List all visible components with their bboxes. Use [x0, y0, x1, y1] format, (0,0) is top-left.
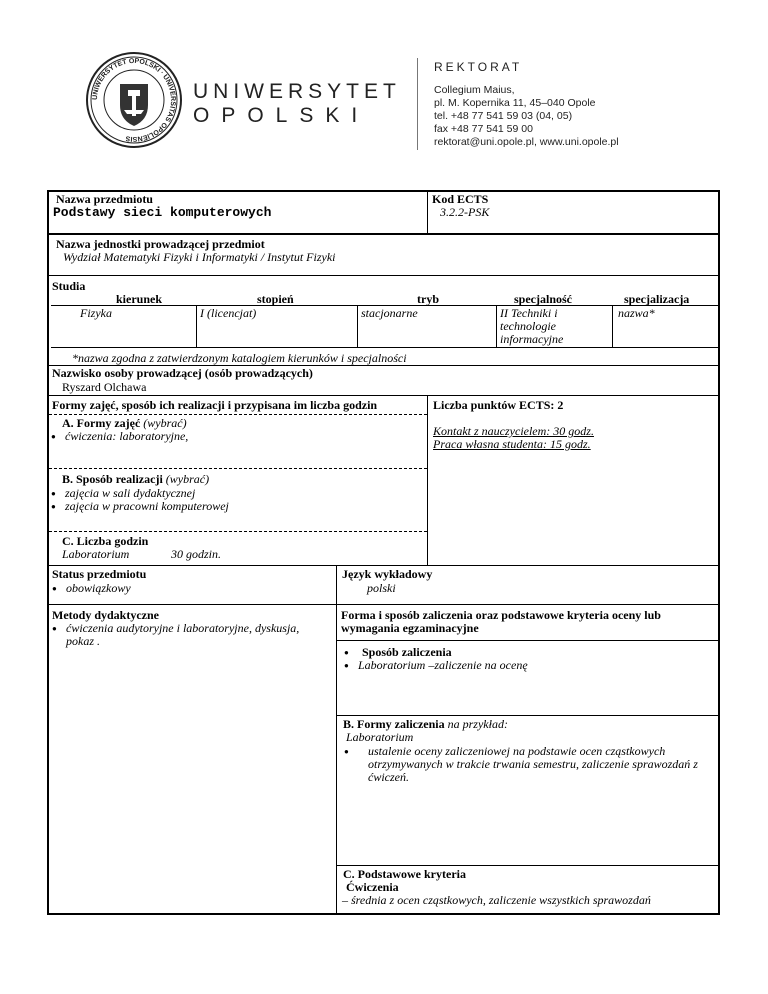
university-seal [84, 50, 184, 150]
assessment-a-list [344, 646, 528, 672]
studies-header-tryb: tryb [417, 292, 439, 306]
language-label: Język wykładowy [342, 567, 433, 581]
ects-code-value: 3.2.2-PSK [440, 205, 490, 219]
methods-list [52, 622, 328, 648]
list-item: ● ustalenie oceny zaliczeniowej na podstawie ocen cząstkowych otrzymywanych w trakcie trwania semestru, zaliczenie sprawozdań z ćwiczeń. [344, 745, 714, 784]
assessment-c-text: – średnia z ocen cząstkowych, zaliczenie wszystkich sprawozdań [342, 893, 651, 907]
list-item: ● zajęcia w pracowni komputerowej [51, 500, 229, 513]
assessment-b-sub: Laboratorium [346, 730, 414, 744]
list-item: ● zajęcia w sali dydaktycznej [51, 487, 229, 500]
address-line: fax +48 77 541 59 00 [434, 123, 533, 135]
assessment-c-sub: Ćwiczenia [346, 880, 399, 894]
studies-value-kierunek: Fizyka [80, 306, 112, 320]
studies-header-specjalizacja: specjalizacja [624, 292, 690, 306]
address-line: tel. +48 77 541 59 03 (04, 05) [434, 110, 573, 122]
forms-c-label: C. Liczba godzin [62, 534, 149, 548]
forms-c-hours: 30 godzin. [171, 547, 222, 561]
assessment-c-label: C. Podstawowe kryteria [343, 867, 466, 881]
rektorat-block [434, 60, 619, 149]
lecturer-label: Nazwisko osoby prowadzącej (osób prowadzących) [52, 366, 313, 380]
assessment-b-list [344, 745, 714, 784]
studies-label: Studia [52, 279, 86, 293]
forms-b-hint: (wybrać) [165, 472, 210, 486]
letterhead [0, 0, 768, 160]
address-line: pl. M. Kopernika 11, 45–040 Opole [434, 97, 596, 109]
forms-b-heading [62, 473, 209, 486]
list-item: ● ćwiczenia audytoryjne i laboratoryjne, dyskusja, pokaz . [52, 622, 328, 648]
studies-value-stopien: I (licencjat) [200, 306, 257, 320]
unit-label: Nazwa jednostki prowadzącej przedmiot [56, 237, 265, 251]
list-item: ● obowiązkowy [52, 582, 131, 595]
list-item: ● ćwiczenia: laboratoryjne, [51, 430, 188, 443]
assessment-a-heading: Sposób zaliczenia [362, 645, 452, 659]
studies-header-stopien: stopień [257, 292, 294, 306]
course-name-label: Nazwa przedmiotu [56, 192, 153, 206]
studies-value-tryb: stacjonarne [361, 306, 418, 320]
forms-b-list [51, 487, 229, 513]
rektorat-title: REKTORAT [434, 60, 523, 74]
ects-points-label: Liczba punktów ECTS: 2 [433, 398, 564, 412]
list-item: ● Laboratorium –zaliczenie na ocenę [344, 659, 528, 672]
forms-c-type: Laboratorium [62, 547, 130, 561]
course-name-value: Podstawy sieci komputerowych [53, 205, 272, 220]
uni-line-2: OPOLSKI [193, 104, 370, 127]
methods-label: Metody dydaktyczne [52, 608, 159, 622]
unit-value: Wydział Matematyki Fizyki i Informatyki / Instytut Fizyki [63, 250, 336, 264]
forms-a-label: A. Formy zajęć [62, 416, 141, 430]
language-value: polski [367, 581, 396, 595]
university-name [193, 80, 401, 128]
studies-value-specjalnosc: II Techniki i technologie informacyjne [500, 306, 564, 346]
address-line: rektorat@uni.opole.pl, www.uni.opole.pl [434, 136, 619, 148]
forms-b-label: B. Sposób realizacji [62, 472, 163, 486]
seal-text: UNIWERSYTET OPOLSKI · UNIVERSITAS OPOLIENSIS [91, 57, 177, 143]
forms-label: Formy zajęć, sposób ich realizacji i przypisana im liczba godzin [52, 398, 378, 412]
uni-line-1: UNIWERSYTET [193, 80, 401, 103]
status-label: Status przedmiotu [52, 567, 147, 581]
header-divider [417, 58, 418, 150]
assessment-b-label: B. Formy zaliczenia [343, 717, 445, 731]
ects-self-study-hours: Praca własna studenta: 15 godz. [433, 437, 591, 451]
studies-footnote: *nazwa zgodna z zatwierdzonym katalogiem kierunków i specjalności [72, 351, 407, 365]
studies-header-specjalnosc: specjalność [514, 292, 572, 306]
ects-contact-hours: Kontakt z nauczycielem: 30 godz. [433, 424, 594, 438]
ects-code-label: Kod ECTS [432, 192, 489, 206]
status-list [52, 582, 131, 595]
assessment-label: Forma i sposób zaliczenia oraz podstawowe kryteria oceny lub wymagania egzaminacyjne [341, 608, 661, 635]
forms-a-hint: (wybrać) [143, 416, 187, 430]
studies-header-kierunek: kierunek [116, 292, 163, 306]
lecturer-value: Ryszard Olchawa [62, 380, 147, 394]
studies-value-specjalizacja: nazwa* [618, 306, 655, 320]
address-line: Collegium Maius, [434, 84, 515, 96]
forms-a-list [51, 430, 188, 443]
assessment-b-hint: na przykład: [447, 717, 508, 731]
